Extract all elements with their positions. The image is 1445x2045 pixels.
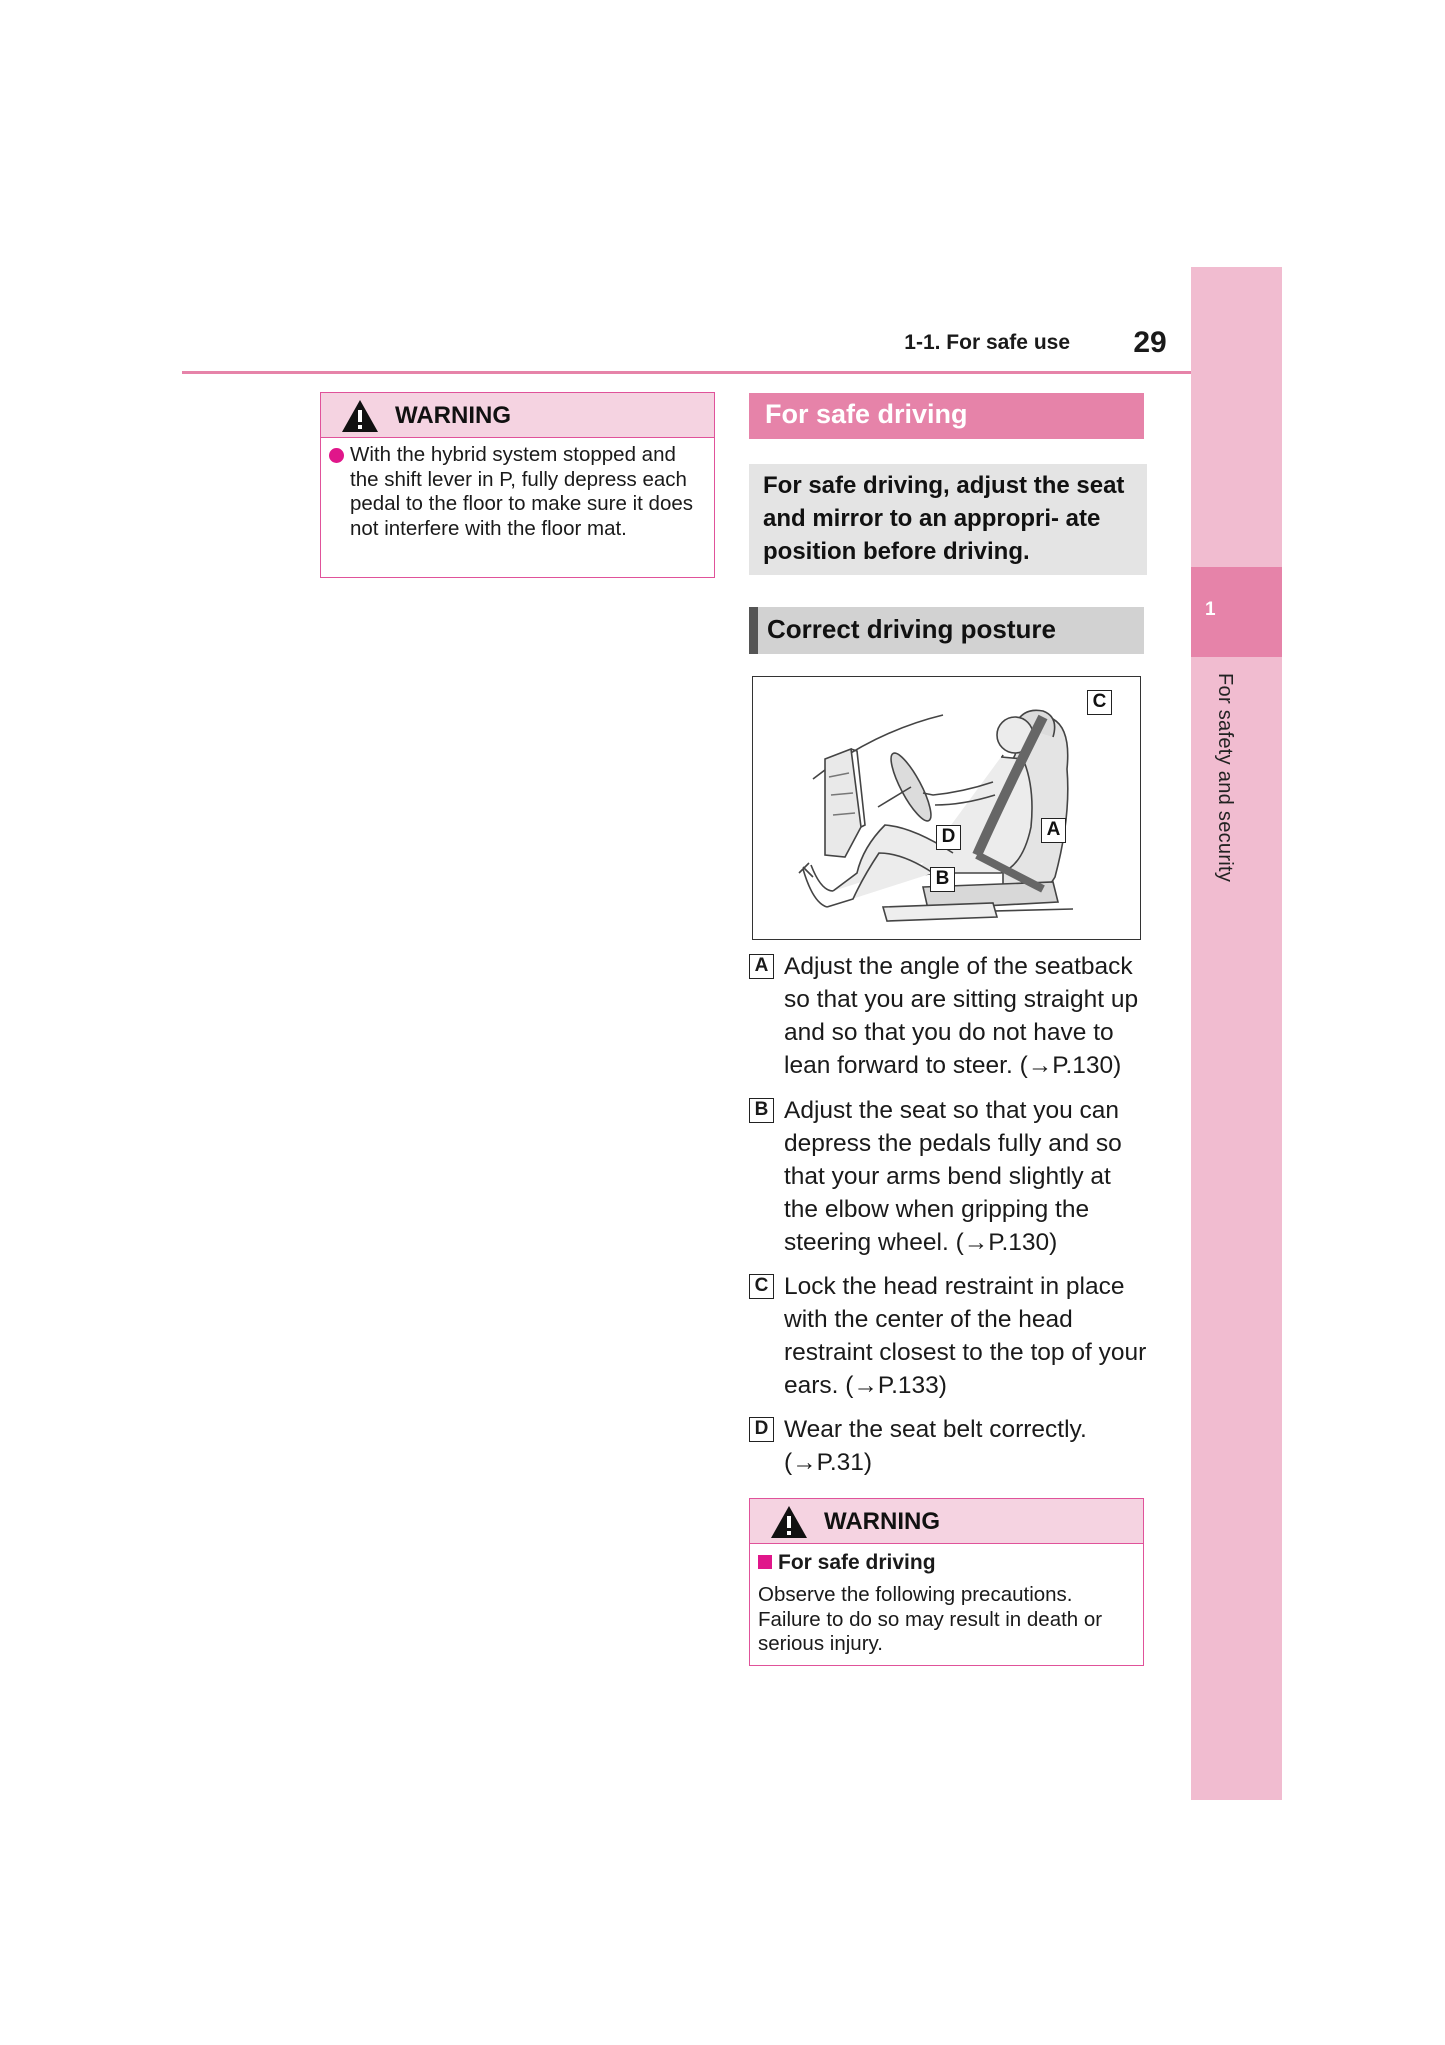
warning-header	[321, 393, 714, 438]
section-title-text: For safe driving	[765, 399, 968, 429]
running-header-section: 1-1. For safe use	[904, 331, 1070, 354]
figure-label-c: C	[1087, 690, 1112, 715]
list-item-b	[749, 1094, 1149, 1259]
list-item-a	[749, 950, 1149, 1082]
warning-subheading	[758, 1551, 936, 1575]
chapter-label: For safety and security	[1214, 673, 1236, 883]
warning-body	[329, 443, 704, 541]
item-key: C	[749, 1274, 774, 1299]
page-number: 29	[1133, 326, 1167, 359]
figure-label-d: D	[936, 825, 961, 850]
square-bullet-icon	[758, 1555, 772, 1569]
warning-box-safe-driving	[749, 1498, 1144, 1666]
figure-label-a: A	[1041, 818, 1066, 843]
item-key: A	[749, 954, 774, 979]
item-text: Lock the head restraint in place with the center of the head restraint closest to the top of your ears. (→P.133)	[784, 1273, 1147, 1399]
figure-label-b: B	[930, 867, 955, 892]
section-title	[749, 393, 1144, 439]
side-chapter-tab	[1191, 267, 1282, 1800]
list-item-c	[749, 1270, 1149, 1402]
item-text: Adjust the angle of the seatback so that you are sitting straight up and so that you do not have to lean forward to steer. (→P.130)	[784, 953, 1139, 1079]
warning-triangle-icon	[770, 1505, 808, 1539]
item-key: B	[749, 1098, 774, 1123]
item-key: D	[749, 1417, 774, 1442]
subsection-title	[749, 607, 1144, 654]
warning-header	[750, 1499, 1143, 1544]
item-text: Adjust the seat so that you can depress the pedals fully and so that your arms bend slightly at the elbow when gripping the steering wheel. (→P.130)	[784, 1097, 1122, 1256]
warning-triangle-icon	[341, 399, 379, 433]
summary-text: For safe driving, adjust the seat and mirror to an appropri- ate position before driving.	[763, 472, 1125, 565]
warning-label: WARNING	[395, 402, 511, 429]
warning-subheading-text: For safe driving	[778, 1551, 936, 1574]
chapter-number-tab	[1191, 567, 1282, 657]
subsection-bar	[749, 607, 758, 654]
driver-seat-drawing	[753, 677, 1139, 938]
warning-label: WARNING	[824, 1508, 940, 1535]
warning-box-pedals	[320, 392, 715, 578]
driving-posture-illustration	[752, 676, 1141, 940]
header-rule	[182, 371, 1191, 374]
bullet-icon	[329, 448, 344, 463]
warning-body: Observe the following precautions. Failure to do so may result in death or serious injury.	[758, 1583, 1103, 1655]
warning-text: With the hybrid system stopped and the shift lever in P, fully depress each pedal to the floor to make sure it does not interfere with the floor mat.	[350, 443, 694, 540]
list-item-d	[749, 1413, 1149, 1479]
subsection-title-text: Correct driving posture	[767, 614, 1056, 644]
summary-box	[749, 464, 1147, 575]
item-text: Wear the seat belt correctly. (→P.31)	[784, 1416, 1087, 1476]
chapter-number: 1	[1205, 599, 1216, 620]
